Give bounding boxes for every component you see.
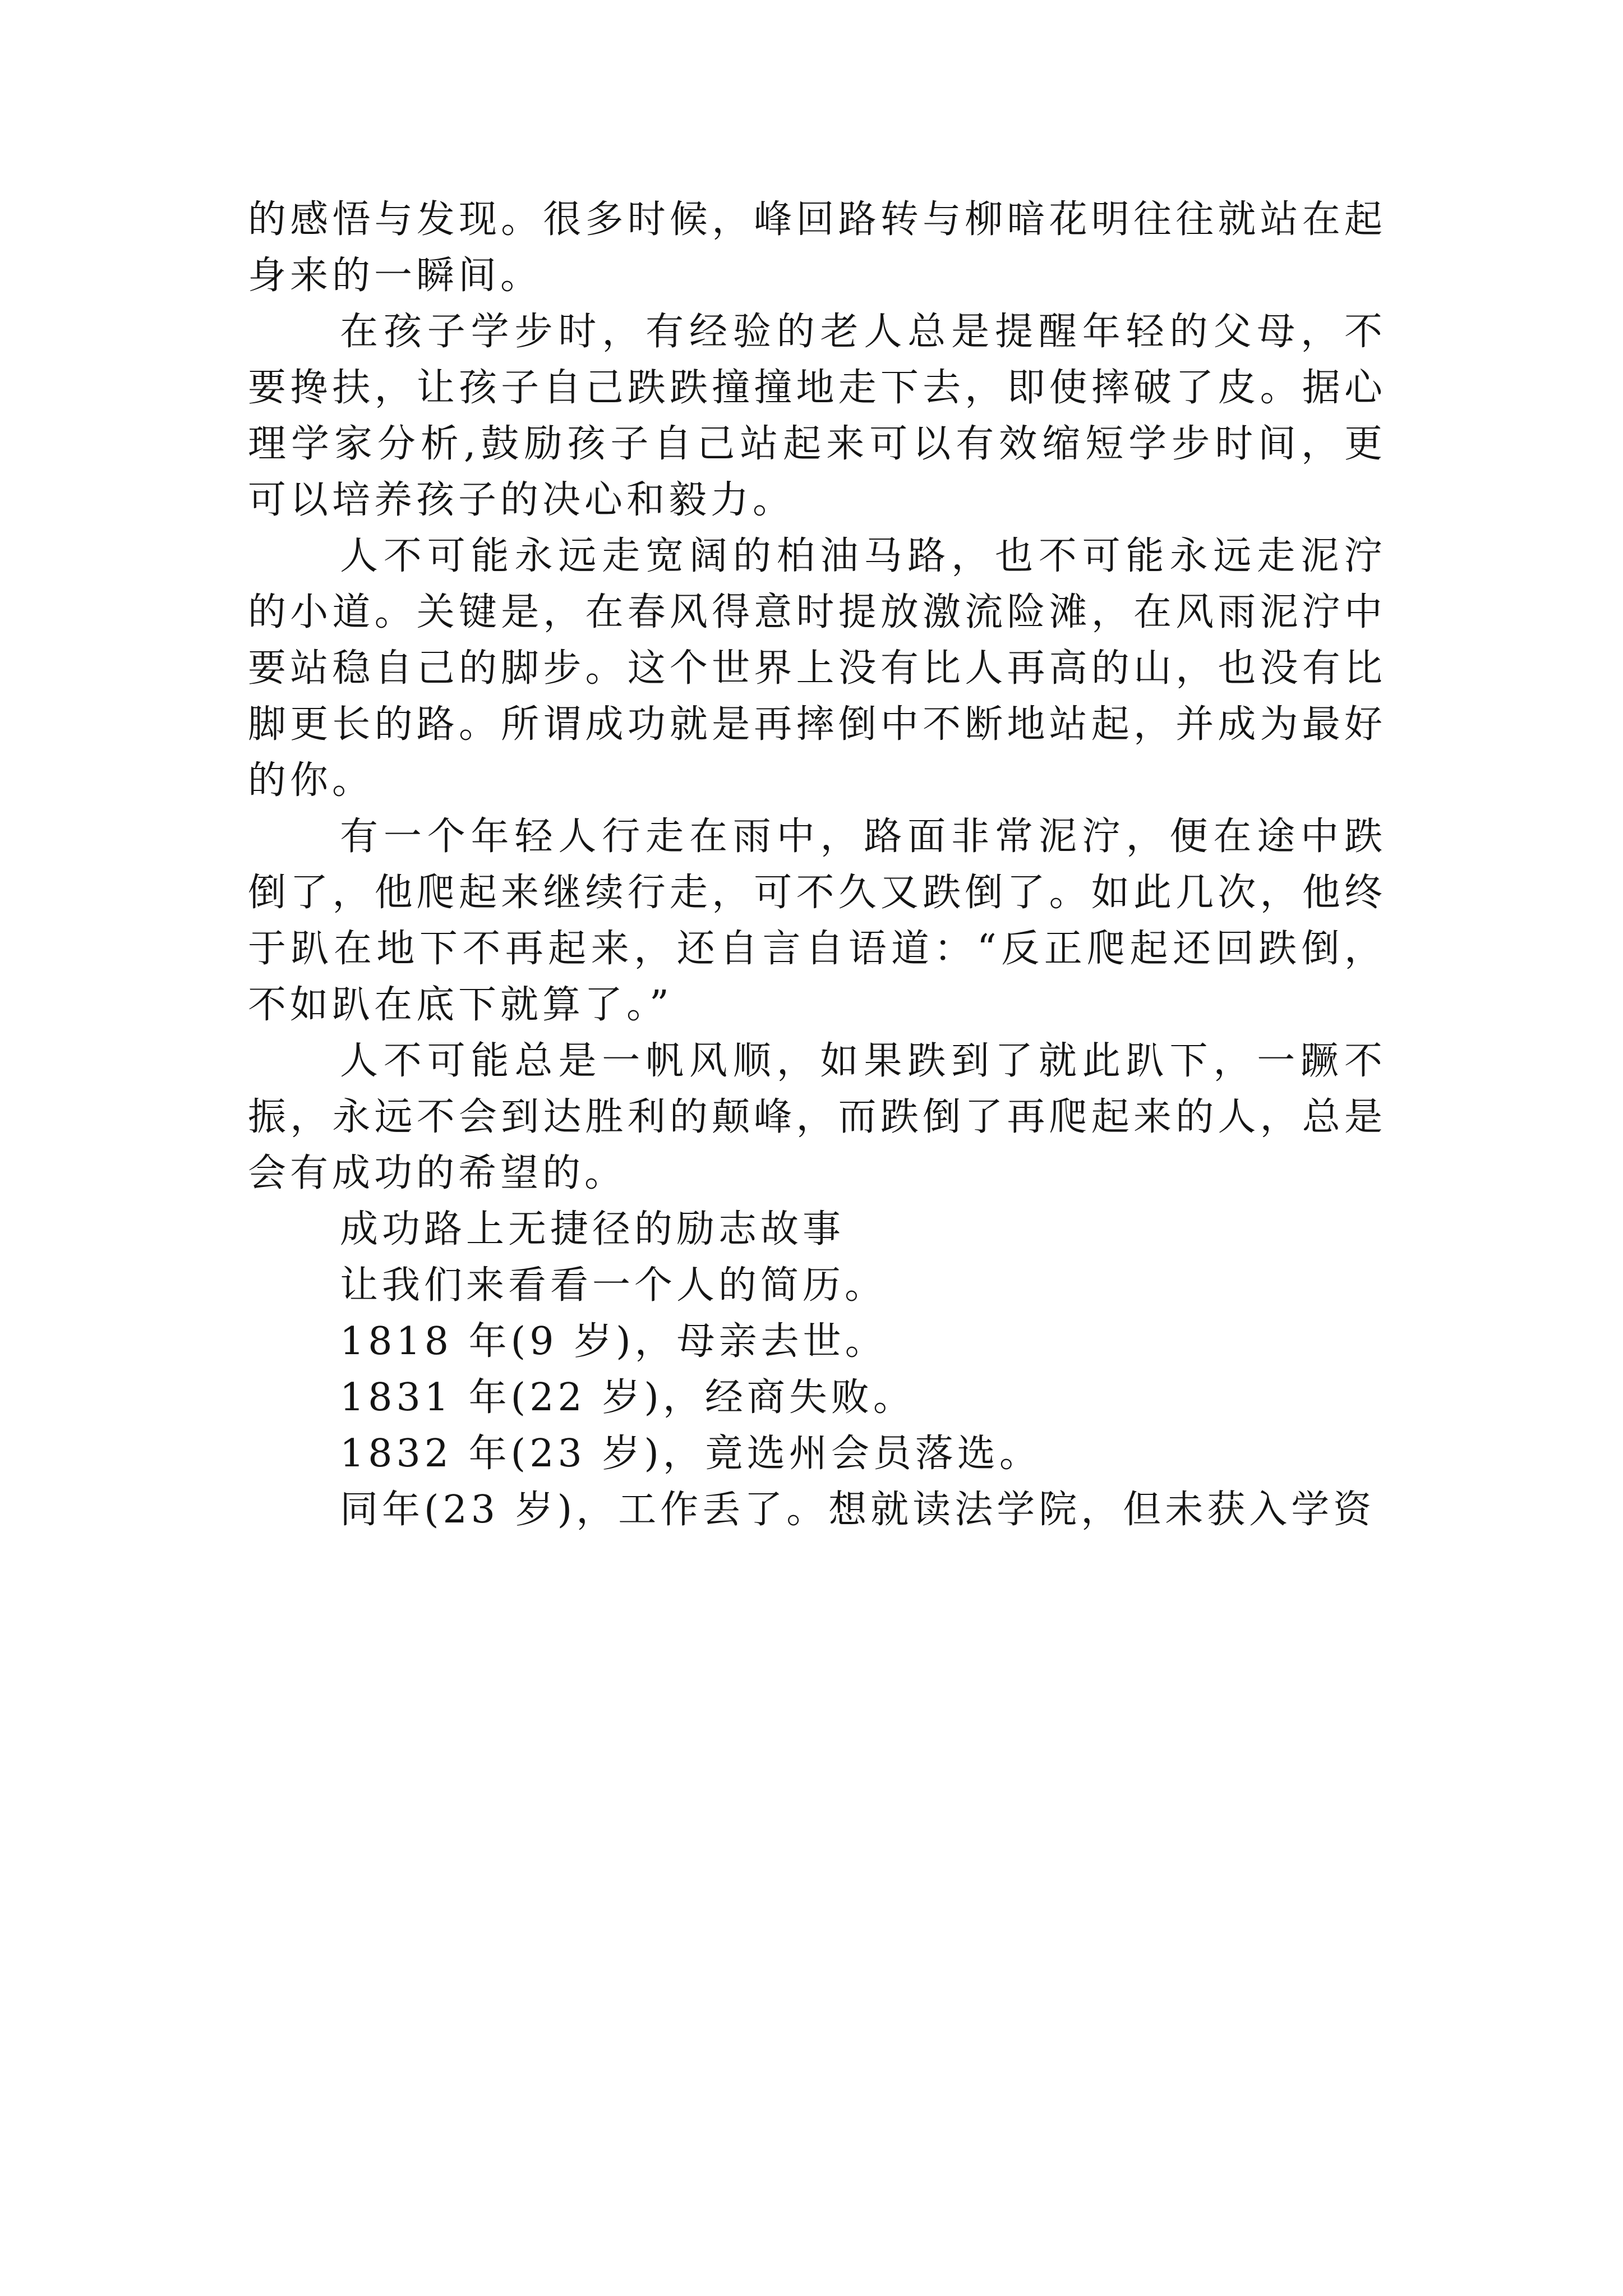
paragraph-3: 人不可能永远走宽阔的柏油马路，也不可能永远走泥泞的小道。关键是，在春风得意时提放激流险滩，在风雨泥泞中要站稳自己的脚步。这个世界上没有比人再高的山，也没有比脚更长的路。所谓成功就是再摔倒中不断地站起，并成为最好的你。 bbox=[248, 534, 1386, 803]
paragraph-5: 人不可能总是一帆风顺，如果跌到了就此趴下，一蹶不振，永远不会到达胜利的颠峰，而跌倒了再爬起来的人，总是会有成功的希望的。 bbox=[248, 1039, 1386, 1195]
timeline-entry: 同年(23 岁)，工作丢了。想就读法学院，但未获入学资 bbox=[340, 1488, 1376, 1532]
timeline-entry: 1831 年(22 岁)，经商失败。 bbox=[340, 1375, 915, 1420]
body-text bbox=[248, 192, 1386, 1538]
timeline-entry: 1818 年(9 岁)，母亲去世。 bbox=[340, 1319, 887, 1364]
paragraph-4: 有一个年轻人行走在雨中，路面非常泥泞，便在途中跌倒了，他爬起来继续行走，可不久又跌倒了。如此几次，他终于趴在地下不再起来，还自言自语道：“反正爬起还回跌倒，不如趴在底下就算了。” bbox=[248, 815, 1386, 1027]
paragraph-2: 在孩子学步时，有经验的老人总是提醒年轻的父母，不要搀扶，让孩子自己跌跌撞撞地走下去，即使摔破了皮。据心理学家分析,鼓励孩子自己站起来可以有效缩短学步时间，更可以培养孩子的决心和毅力。 bbox=[248, 310, 1386, 522]
paragraph-intro: 让我们来看看一个人的简历。 bbox=[340, 1263, 887, 1308]
story-title: 成功路上无捷径的励志故事 bbox=[340, 1207, 845, 1251]
timeline-entry: 1832 年(23 岁)，竟选州会员落选。 bbox=[340, 1432, 1041, 1476]
paragraph-1: 的感悟与发现。很多时候，峰回路转与柳暗花明往往就站在起身来的一瞬间。 bbox=[248, 197, 1386, 298]
